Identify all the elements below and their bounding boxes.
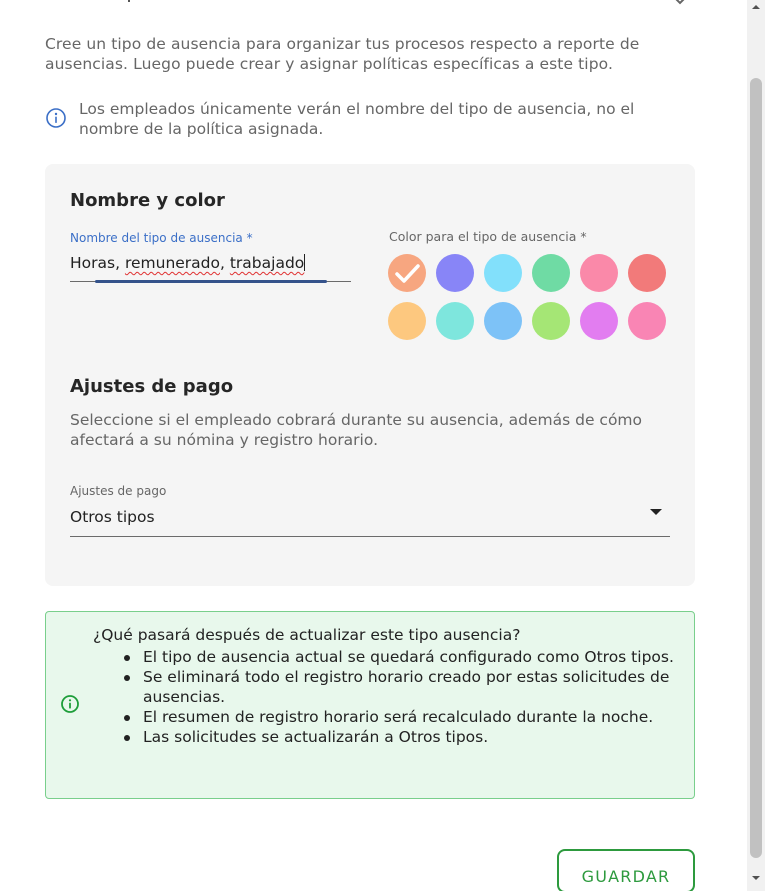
- color-swatch[interactable]: [580, 254, 618, 292]
- color-swatch[interactable]: [436, 254, 474, 292]
- color-swatch[interactable]: [580, 302, 618, 340]
- absence-name-label: Nombre del tipo de ausencia *: [70, 231, 253, 245]
- settings-card: [45, 164, 695, 586]
- color-swatch[interactable]: [484, 254, 522, 292]
- absence-name-input[interactable]: [70, 254, 305, 272]
- color-picker: [388, 254, 666, 340]
- info-icon: [45, 107, 67, 139]
- modal-header-partial: [0, 0, 747, 8]
- intro-text: Cree un tipo de ausencia para organizar tus procesos respecto a reporte de ausencias. Luego puede crear y asignar políticas específicas a este tipo.: [45, 35, 640, 73]
- dropdown-arrow-icon[interactable]: [650, 509, 662, 515]
- color-swatch[interactable]: [628, 302, 666, 340]
- list-item: El resumen de registro horario será recalculado durante la noche.: [143, 707, 678, 727]
- color-swatch[interactable]: [388, 302, 426, 340]
- color-label: Color para el tipo de ausencia *: [389, 229, 587, 244]
- scroll-up-arrow-icon[interactable]: [751, 2, 761, 12]
- info-icon: [60, 694, 80, 718]
- payment-select-underline: [70, 536, 670, 537]
- list-item: Las solicitudes se actualizarán a Otros tipos.: [143, 727, 678, 747]
- employee-visibility-notice: [45, 99, 695, 139]
- color-swatch[interactable]: [436, 302, 474, 340]
- spellcheck-word: remunerado: [124, 254, 220, 272]
- modal-title-partial: [128, 0, 134, 2]
- save-button[interactable]: GUARDAR: [557, 849, 695, 891]
- scrollbar-thumb[interactable]: [750, 78, 762, 858]
- absence-name-text-part: Horas,: [70, 254, 125, 272]
- scrollbar[interactable]: [747, 0, 765, 891]
- notice-text: Los empleados únicamente verán el nombre del tipo de ausencia, no el nombre de la política asignada.: [79, 100, 635, 138]
- absence-name-text-part: ,: [220, 254, 230, 272]
- checkmark-icon: [391, 257, 423, 289]
- update-consequences-box: [45, 611, 695, 799]
- payment-settings-description: Seleccione si el empleado cobrará durante su ausencia, además de cómo afectará a su nómina y registro horario.: [70, 411, 643, 449]
- text-cursor: [304, 254, 305, 271]
- payment-settings-heading: Ajustes de pago: [70, 376, 234, 397]
- absence-name-focus-indicator: [95, 280, 327, 283]
- consequences-list: [143, 647, 678, 747]
- scroll-down-arrow-icon[interactable]: [751, 873, 761, 883]
- list-item: El tipo de ausencia actual se quedará configurado como Otros tipos.: [143, 647, 678, 667]
- name-color-heading: Nombre y color: [70, 190, 225, 211]
- color-swatch[interactable]: [388, 254, 426, 292]
- color-swatch[interactable]: [532, 302, 570, 340]
- list-item: Se eliminará todo el registro horario creado por estas solicitudes de ausencias.: [143, 667, 678, 707]
- color-swatch[interactable]: [484, 302, 522, 340]
- color-swatch[interactable]: [532, 254, 570, 292]
- consequences-title: ¿Qué pasará después de actualizar este tipo ausencia?: [93, 626, 521, 644]
- spellcheck-word: trabajado: [229, 254, 305, 272]
- color-swatch[interactable]: [628, 254, 666, 292]
- payment-select[interactable]: Otros tipos: [70, 508, 155, 526]
- payment-select-label: Ajustes de pago: [70, 484, 167, 498]
- collapse-icon[interactable]: [670, 0, 690, 8]
